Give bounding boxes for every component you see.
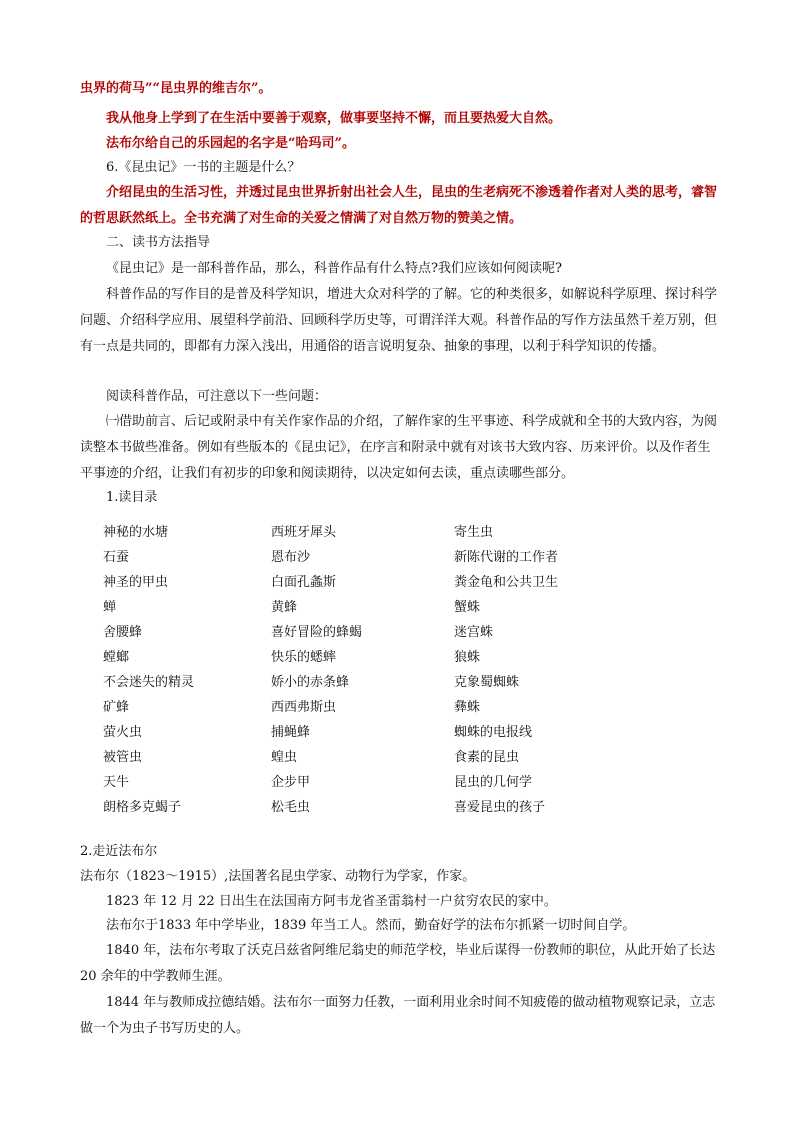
fabre-paragraph-1: 法布尔（1823～1915）,法国著名昆虫学家、动物行为学家，作家。	[80, 869, 476, 884]
toc-row	[103, 570, 723, 595]
toc-item: 喜好冒险的蜂蝎	[271, 625, 363, 640]
toc-item: 蝗虫	[271, 750, 298, 765]
fabre-paragraph-3: 法布尔于1833 年中学毕业，1839 年当工人。然而，勤奋好学的法布尔抓紧一切时间自学。	[106, 918, 636, 933]
toc-row	[103, 745, 723, 770]
toc-item: 螳螂	[103, 650, 130, 665]
toc-item: 迷宫蛛	[454, 625, 494, 640]
toc-item: 朗格多克蝎子	[103, 800, 182, 815]
toc-row	[103, 770, 723, 795]
toc-item: 喜爱昆虫的孩子	[454, 800, 546, 815]
toc-item: 神圣的甲虫	[103, 575, 169, 590]
toc-row	[103, 720, 723, 745]
toc-item: 西西弗斯虫	[271, 700, 337, 715]
question-6-answer: 介绍昆虫的生活习性，并透过昆虫世界折射出社会人生，昆虫的生老病死不渗透着作者对人类的思考，睿智的哲思跃然纸上。全书充满了对生命的关爱之情满了对自然万物的赞美之情。	[80, 185, 718, 226]
toc-item: 恩布沙	[271, 550, 311, 565]
toc-item: 寄生虫	[454, 525, 494, 540]
toc-row	[103, 620, 723, 645]
toc-item: 快乐的蟋蟀	[271, 650, 337, 665]
toc-item: 西班牙犀头	[271, 525, 337, 540]
toc-item: 克象蜀蜘蛛	[454, 675, 520, 690]
toc-row	[103, 545, 723, 570]
toc-item: 昆虫的几何学	[454, 775, 533, 790]
toc-row	[103, 520, 723, 545]
toc-item: 矿蜂	[103, 700, 130, 715]
toc-item: 粪金龟和公共卫生	[454, 575, 559, 590]
toc-row	[103, 645, 723, 670]
intro-line-2: 我从他身上学到了在生活中要善于观察，做事要坚持不懈，而且要热爱大自然。	[106, 111, 562, 126]
toc-item: 企步甲	[271, 775, 311, 790]
toc-item: 松毛虫	[271, 800, 311, 815]
toc-item: 娇小的赤条蜂	[271, 675, 350, 690]
toc-item: 捕蝇蜂	[271, 725, 311, 740]
toc-item: 黄蜂	[271, 600, 298, 615]
toc-row	[103, 695, 723, 720]
toc-item: 被管虫	[103, 750, 143, 765]
section-2-paragraph-2: 科普作品的写作目的是普及科学知识，增进大众对科学的了解。它的种类很多，如解说科学原理、探讨科学问题、介绍科学应用、展望科学前沿、回顾科学历史等，可谓洋洋大观。科普作品的写作方法虽然千差万别，但有一点是共同的，即都有力深入浅出，用通俗的语言说明复杂、抽象的事理，以利于科学知识的传播。	[80, 287, 718, 354]
toc-item: 舍腰蜂	[103, 625, 143, 640]
toc-row	[103, 795, 723, 820]
toc-item: 天牛	[103, 775, 130, 790]
section-2-paragraph-1: 《昆虫记》是一部科普作品，那么，科普作品有什么特点?我们应该如何阅读呢?	[106, 261, 562, 276]
toc-item: 彝蛛	[454, 700, 481, 715]
fabre-paragraph-5: 1844 年与教师成拉德结婚。法布尔一面努力任教，一面利用业余时间不知疲倦的做动植物观察记录，立志做一个为虫子书写历史的人。	[80, 995, 716, 1036]
fabre-paragraph-4: 1840 年，法布尔考取了沃克吕兹省阿维尼翁史的师范学校，毕业后谋得一份教师的职位，从此开始了长达 20 余年的中学教师生涯。	[80, 943, 720, 984]
toc-item: 食素的昆虫	[454, 750, 520, 765]
toc-heading: 1.读目录	[106, 490, 158, 505]
fabre-paragraph-2: 1823 年 12 月 22 日出生在法国南方阿韦龙省圣雷翁村一户贫穷农民的家中。	[106, 894, 557, 909]
section-2-paragraph-3: 阅读科普作品，可注意以下一些问题：	[106, 389, 328, 404]
toc-row	[103, 595, 723, 620]
toc-item: 萤火虫	[103, 725, 143, 740]
section-2-paragraph-4: ㈠借助前言、后记或附录中有关作家作品的介绍，了解作家的生平事迹、科学成就和全书的大致内容，为阅读整本书做些准备。例如有些版本的《昆虫记》，在序言和附录中就有对该书大致内容、历来评价。以及作者生平事迹的介绍，让我们有初步的印象和阅读期待，以决定如何去读，重点读哪些部分。	[80, 414, 718, 481]
toc-item: 不会迷失的精灵	[103, 675, 195, 690]
fabre-heading: 2.走近法布尔	[80, 844, 158, 859]
section-2-heading: 二、读书方法指导	[106, 235, 211, 250]
question-6-heading: 6.《昆虫记》一书的主题是什么？	[106, 160, 301, 175]
intro-line-3: 法布尔给自己的乐园起的名字是“哈玛司”。	[106, 136, 355, 151]
toc-item: 蝉	[103, 600, 117, 615]
toc-row	[103, 670, 723, 695]
intro-line-1: 虫界的荷马”“昆虫界的维吉尔”。	[80, 81, 272, 96]
toc-item: 神秘的水塘	[103, 525, 169, 540]
toc-item: 蜘蛛的电报线	[454, 725, 533, 740]
toc-item: 新陈代谢的工作者	[454, 550, 559, 565]
toc-item: 石蚕	[103, 550, 130, 565]
toc-item: 狼蛛	[454, 650, 481, 665]
toc-item: 白面孔螽斯	[271, 575, 337, 590]
toc-item: 蟹蛛	[454, 600, 481, 615]
